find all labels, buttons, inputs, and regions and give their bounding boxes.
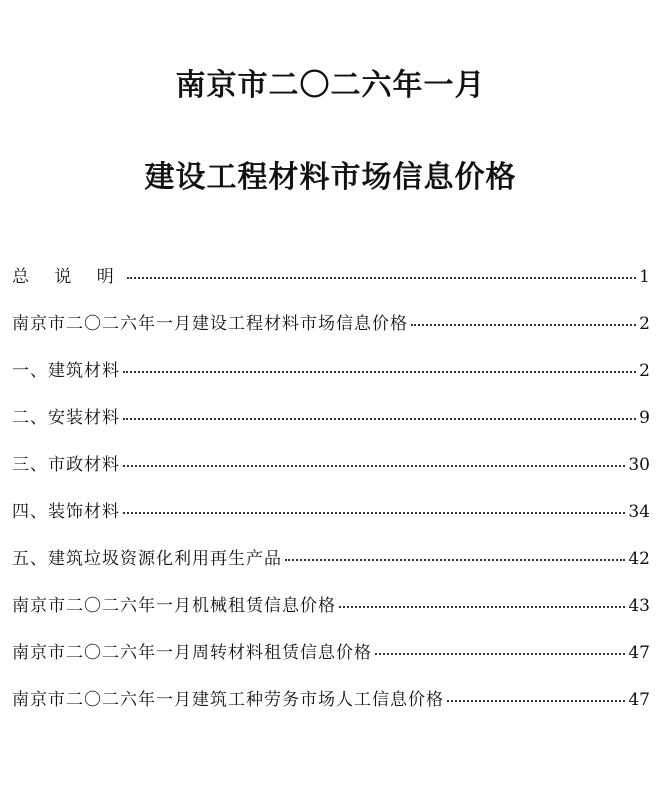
toc-leader-dots	[123, 418, 636, 420]
toc-leader-dots	[447, 700, 625, 702]
toc-entry-page: 2	[639, 314, 650, 334]
toc-entry-building-materials[interactable]	[12, 356, 650, 403]
toc-entry-page: 1	[639, 267, 650, 287]
toc-entry-installation-materials[interactable]	[12, 403, 650, 450]
toc-entry-material-prices[interactable]	[12, 309, 650, 356]
toc-entry-page: 47	[628, 690, 650, 710]
toc-entry-page: 42	[628, 549, 650, 569]
document-title-line2: 建设工程材料市场信息价格	[144, 160, 517, 195]
toc-entry-page: 47	[628, 643, 650, 663]
toc-entry-label: 三、市政材料	[12, 455, 120, 475]
toc-entry-labor-prices[interactable]	[12, 685, 650, 732]
toc-leader-dots	[375, 653, 625, 655]
toc-entry-label: 五、建筑垃圾资源化利用再生产品	[12, 549, 282, 569]
toc-entry-label: 南京市二〇二六年一月机械租赁信息价格	[12, 596, 336, 616]
toc-entry-municipal-materials[interactable]	[12, 450, 650, 497]
toc-leader-dots	[411, 324, 636, 326]
toc-leader-dots	[285, 559, 625, 561]
toc-entry-general-notes[interactable]	[12, 262, 650, 309]
toc-entry-label: 总 说 明	[12, 267, 124, 287]
toc-leader-dots	[127, 277, 636, 279]
toc-leader-dots	[123, 512, 625, 514]
toc-entry-label: 南京市二〇二六年一月建设工程材料市场信息价格	[12, 314, 408, 334]
toc-entry-page: 9	[639, 408, 650, 428]
toc-entry-label: 南京市二〇二六年一月建筑工种劳务市场人工信息价格	[12, 690, 444, 710]
toc-entry-label: 四、装饰材料	[12, 502, 120, 522]
toc-entry-page: 43	[628, 596, 650, 616]
toc-leader-dots	[339, 606, 625, 608]
toc-entry-page: 34	[628, 502, 650, 522]
toc-entry-page: 30	[628, 455, 650, 475]
toc-entry-label: 二、安装材料	[12, 408, 120, 428]
toc-entry-turnover-materials-rental[interactable]	[12, 638, 650, 685]
document-title-line1: 南京市二〇二六年一月	[175, 68, 486, 103]
toc-entry-page: 2	[639, 361, 650, 381]
toc-entry-label: 南京市二〇二六年一月周转材料租赁信息价格	[12, 643, 372, 663]
toc-entry-decoration-materials[interactable]	[12, 497, 650, 544]
toc-entry-recycled-products[interactable]	[12, 544, 650, 591]
table-of-contents	[12, 262, 650, 732]
toc-leader-dots	[123, 465, 625, 467]
toc-leader-dots	[123, 371, 636, 373]
toc-entry-label: 一、建筑材料	[12, 361, 120, 381]
toc-entry-machinery-rental[interactable]	[12, 591, 650, 638]
